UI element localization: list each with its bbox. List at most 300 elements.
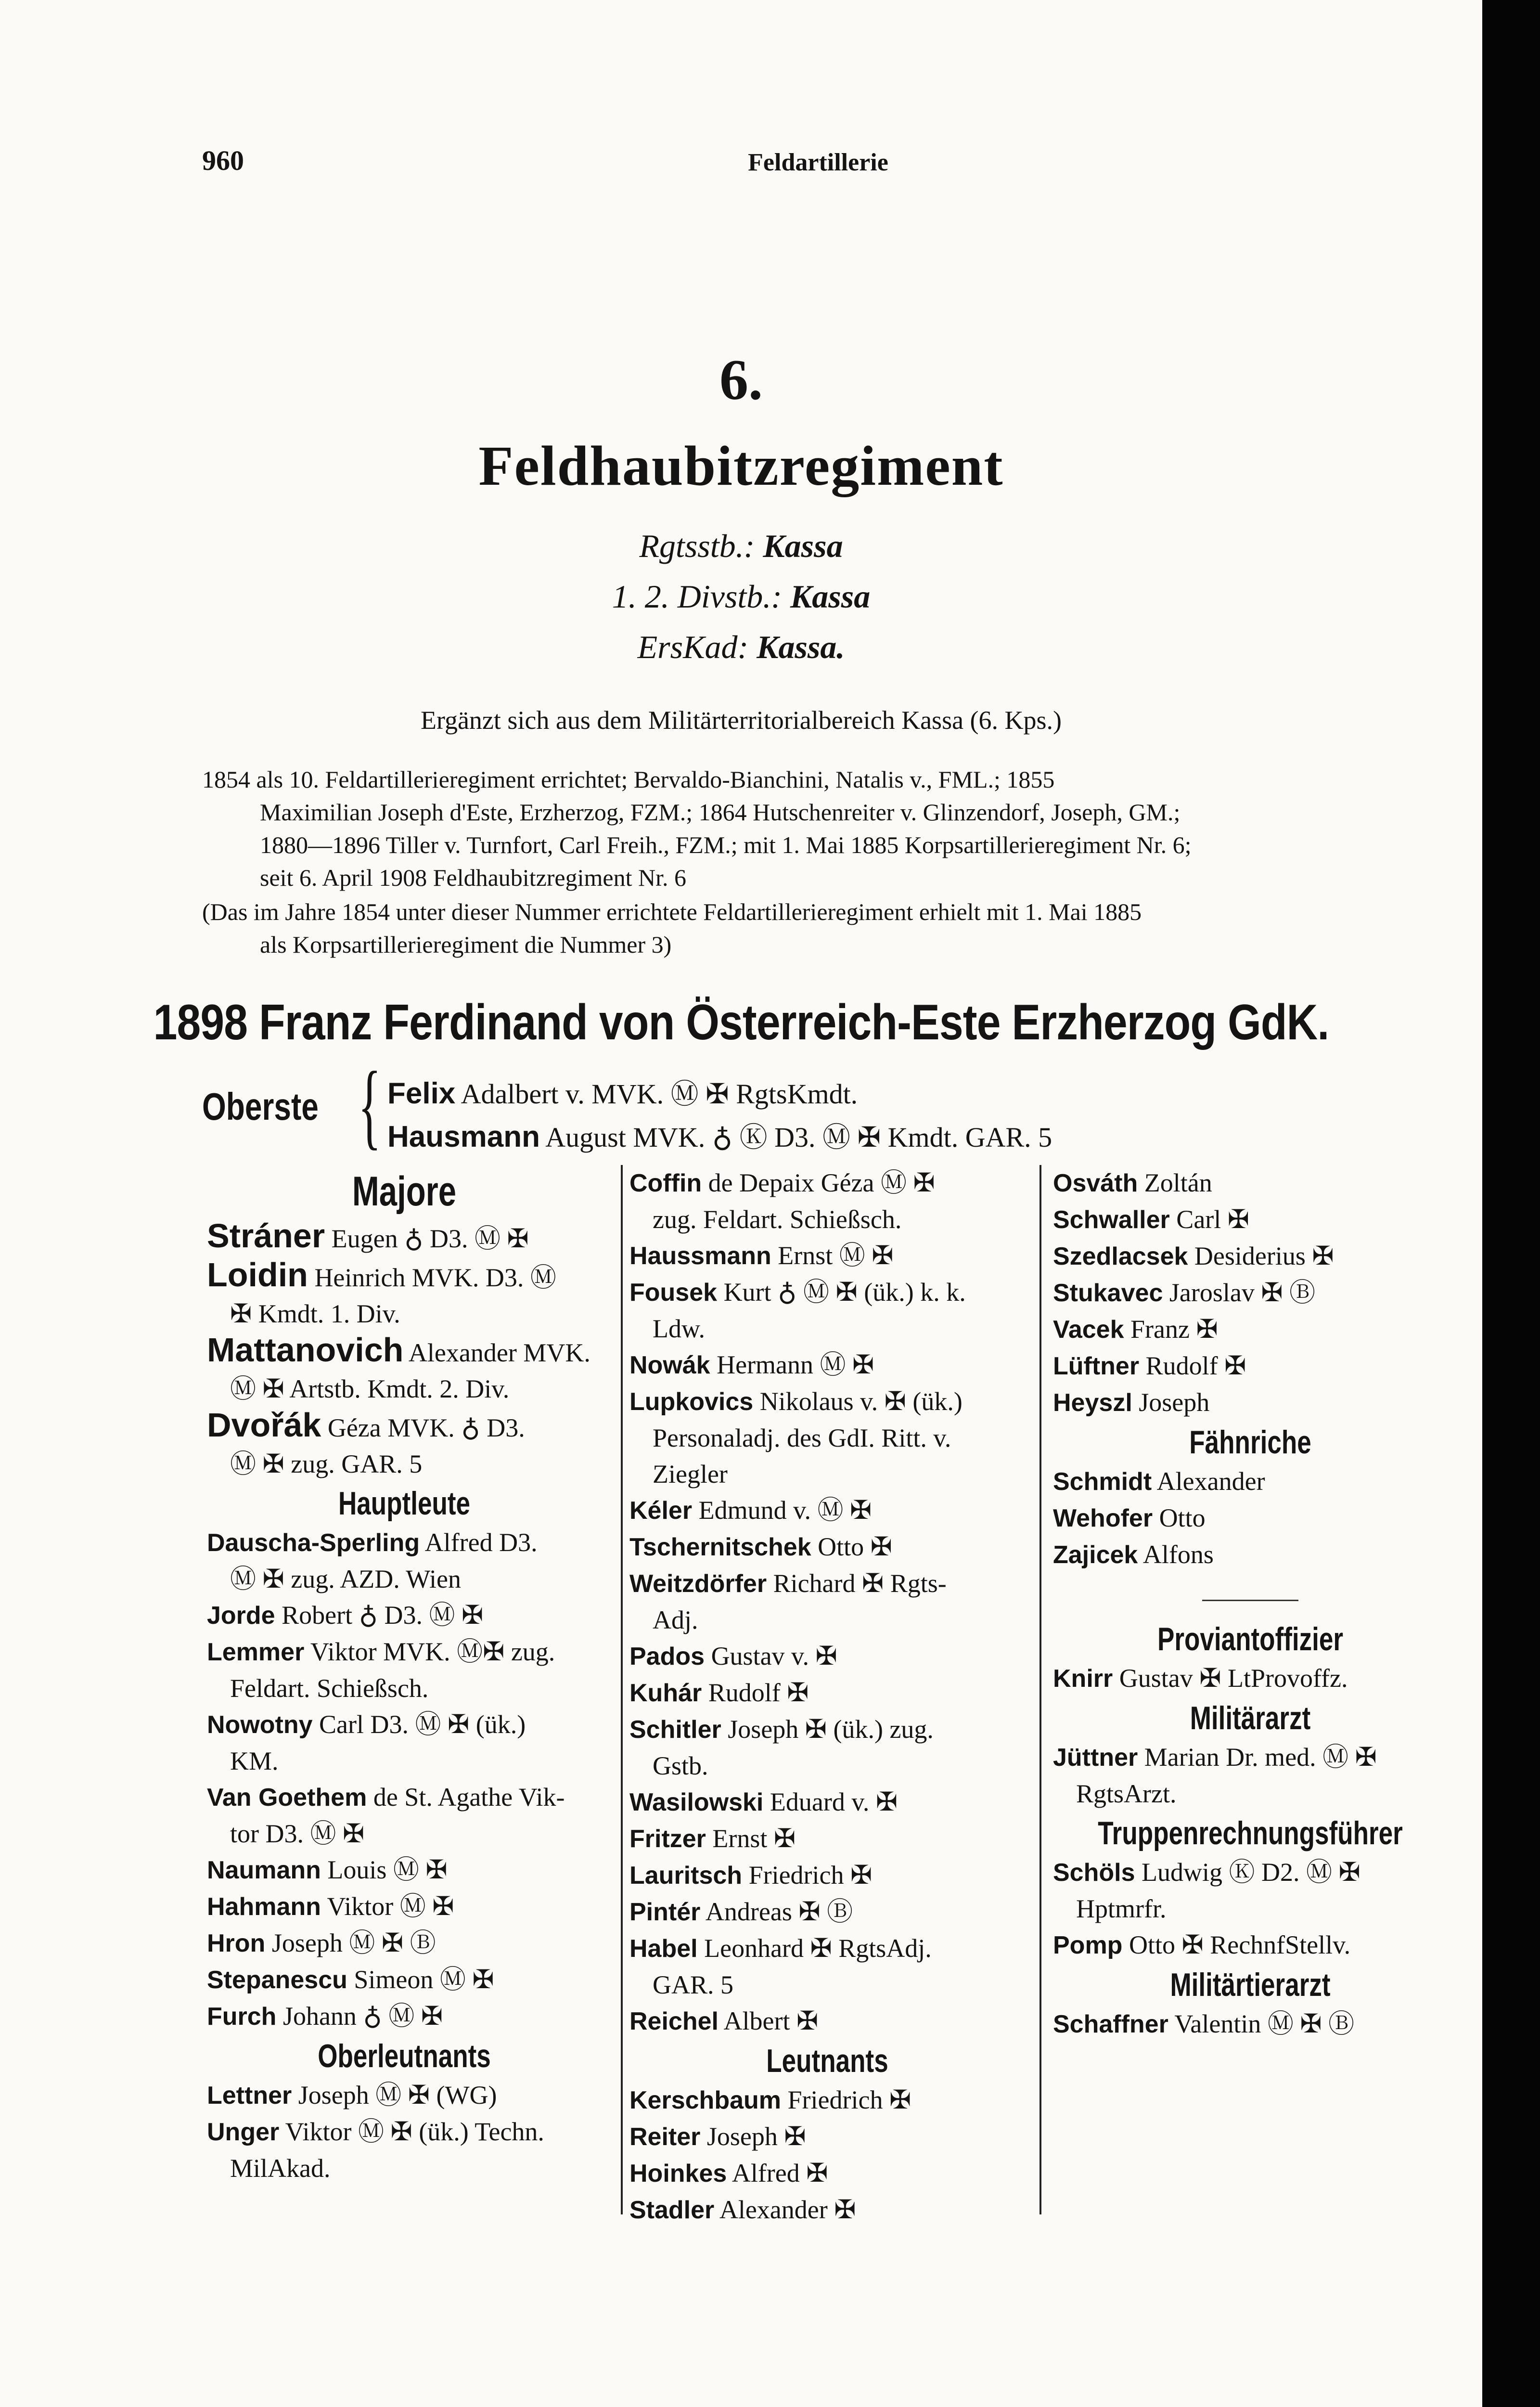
entry-line bbox=[629, 1857, 1025, 1894]
roster-entry bbox=[207, 1852, 602, 1889]
person-surname: Lemmer bbox=[207, 1638, 305, 1666]
entry-details: Alfons bbox=[1142, 1540, 1214, 1569]
entry-line bbox=[207, 1332, 602, 1371]
person-surname: Fritzer bbox=[629, 1825, 706, 1853]
entry-details: Personaladj. des GdI. Ritt. v. bbox=[653, 1423, 951, 1452]
entry-details: Otto bbox=[1159, 1503, 1206, 1532]
entry-details: Viktor Ⓜ ✠ (ük.) Techn. bbox=[285, 2117, 544, 2146]
entry-details: Ⓜ ✠ zug. AZD. Wien bbox=[230, 1565, 462, 1593]
entry-line bbox=[629, 1894, 1025, 1930]
entry-details: Gustav v. ✠ bbox=[711, 1642, 837, 1670]
entry-line bbox=[207, 1998, 602, 2035]
oberst-row bbox=[387, 1114, 1052, 1155]
entry-continuation bbox=[629, 1748, 1025, 1784]
entry-details: Ⓜ ✠ zug. GAR. 5 bbox=[230, 1449, 423, 1478]
history-line: 1880—1896 Tiller v. Turnfort, Carl Freih., FZM.; mit 1. Mai 1885 Korpsartillerieregiment Nr. 6; bbox=[260, 831, 1192, 858]
entry-continuation bbox=[629, 1967, 1025, 2003]
roster-entry bbox=[629, 1529, 1025, 1566]
person-surname: Unger bbox=[207, 2118, 280, 2146]
entry-details: Hermann Ⓜ ✠ bbox=[717, 1350, 874, 1379]
roster-entry bbox=[629, 2082, 1025, 2119]
roster-entry bbox=[1053, 1275, 1448, 1311]
running-head: Feldartillerie bbox=[748, 149, 888, 176]
entry-line bbox=[1053, 1202, 1448, 1238]
entry-continuation bbox=[207, 1446, 602, 1482]
oberste-block bbox=[202, 1052, 1453, 1163]
entry-details: zug. Feldart. Schießsch. bbox=[653, 1205, 902, 1234]
section-heading-majore: Majore bbox=[352, 1168, 457, 1215]
person-surname: Hahmann bbox=[207, 1893, 321, 1921]
person-surname: Jorde bbox=[207, 1602, 275, 1630]
entry-details: Eduard v. ✠ bbox=[770, 1787, 898, 1816]
station-place: Kassa bbox=[763, 528, 843, 564]
person-surname: Haussmann bbox=[629, 1242, 771, 1270]
person-surname: Wasilowski bbox=[629, 1788, 764, 1816]
person-surname: Reiter bbox=[629, 2123, 701, 2151]
roster-entry bbox=[629, 1384, 1025, 1492]
entry-line bbox=[629, 2192, 1025, 2228]
note-paragraph bbox=[202, 895, 1444, 961]
roster-entry bbox=[1053, 1927, 1448, 1964]
note-line: als Korpsartillerieregiment die Nummer 3) bbox=[260, 931, 672, 958]
section-heading-leutnants: Leutnants bbox=[766, 2043, 888, 2079]
entry-details: RgtsArzt. bbox=[1076, 1779, 1177, 1808]
station-label: ErsKad: bbox=[637, 629, 749, 665]
person-surname: Heyszl bbox=[1053, 1389, 1132, 1417]
entry-continuation bbox=[629, 1420, 1025, 1456]
person-surname: Stráner bbox=[207, 1217, 325, 1255]
entry-details: Zoltán bbox=[1144, 1168, 1212, 1197]
entry-line bbox=[207, 1852, 602, 1889]
entry-line bbox=[207, 1779, 602, 1816]
entry-line bbox=[207, 2077, 602, 2114]
entry-details: Carl ✠ bbox=[1176, 1205, 1250, 1234]
entry-line bbox=[1053, 1500, 1448, 1537]
roster-entry bbox=[1053, 1463, 1448, 1500]
entry-line bbox=[1053, 1165, 1448, 1202]
entry-details: Eugen ♁ D3. Ⓜ ✠ bbox=[331, 1224, 529, 1253]
entry-line bbox=[1053, 1463, 1448, 1500]
person-surname: Naumann bbox=[207, 1856, 321, 1884]
person-surname: Pintér bbox=[629, 1898, 701, 1926]
person-surname: Nowák bbox=[629, 1351, 710, 1379]
entry-line bbox=[1053, 1927, 1448, 1964]
roster-entry bbox=[629, 1675, 1025, 1711]
entry-details: Edmund v. Ⓜ ✠ bbox=[698, 1496, 872, 1525]
entry-continuation bbox=[629, 1202, 1025, 1238]
roster-entry bbox=[207, 1925, 602, 1962]
inhaber-heading: 1898 Franz Ferdinand von Österreich-Este Erzherzog GdK. bbox=[153, 995, 1329, 1050]
station-place: Kassa. bbox=[757, 629, 845, 665]
section-heading-oberleutnants: Oberleutnants bbox=[318, 2038, 491, 2074]
roster-entry bbox=[1053, 1202, 1448, 1238]
person-surname: Hron bbox=[207, 1929, 266, 1957]
entry-line bbox=[1053, 1537, 1448, 1573]
person-surname: Mattanovich bbox=[207, 1331, 404, 1369]
entry-details: Marian Dr. med. Ⓜ ✠ bbox=[1144, 1743, 1377, 1772]
entry-details: Alfred D3. bbox=[424, 1528, 538, 1557]
entry-line bbox=[207, 1962, 602, 1998]
entry-line bbox=[207, 1889, 602, 1925]
roster-column-3 bbox=[1053, 1165, 1448, 2219]
roster-entry bbox=[207, 1332, 602, 1407]
person-surname: Schaffner bbox=[1053, 2010, 1168, 2038]
roster-entry bbox=[629, 2119, 1025, 2155]
oberst-name: Hausmann bbox=[387, 1120, 540, 1153]
person-surname: Hoinkes bbox=[629, 2160, 727, 2187]
person-surname: Schwaller bbox=[1053, 1206, 1170, 1234]
roster-entry bbox=[1053, 2006, 1448, 2043]
roster-entry bbox=[207, 2077, 602, 2114]
station-row bbox=[0, 578, 1482, 616]
roster-entry bbox=[207, 1998, 602, 2035]
entry-line bbox=[207, 1707, 602, 1743]
entry-details: Ludwig Ⓚ D2. Ⓜ ✠ bbox=[1142, 1858, 1360, 1887]
roster-entry bbox=[629, 1566, 1025, 1638]
person-surname: Knirr bbox=[1053, 1665, 1113, 1693]
entry-details: Leonhard ✠ RgtsAdj. bbox=[704, 1934, 932, 1963]
oberste-label: Oberste bbox=[202, 1085, 319, 1128]
entry-details: Géza MVK. ♁ D3. bbox=[327, 1413, 525, 1442]
entries bbox=[1053, 1660, 1448, 1697]
entry-details: Jaroslav ✠ Ⓑ bbox=[1169, 1278, 1316, 1307]
roster-entry bbox=[1053, 1348, 1448, 1385]
entry-details: de Depaix Géza Ⓜ ✠ bbox=[708, 1168, 935, 1197]
entry-line bbox=[629, 2003, 1025, 2040]
roster-entry bbox=[1053, 1500, 1448, 1537]
person-surname: Pomp bbox=[1053, 1931, 1123, 1959]
entry-details: Gstb. bbox=[653, 1751, 708, 1780]
entries bbox=[1053, 1739, 1448, 1812]
entry-line bbox=[629, 1638, 1025, 1675]
entry-details: Joseph ✠ (ük.) zug. bbox=[728, 1715, 934, 1744]
section-heading-hauptleute: Hauptleute bbox=[338, 1485, 471, 1522]
oberst-name: Felix bbox=[387, 1077, 456, 1110]
person-surname: Fousek bbox=[629, 1279, 718, 1307]
person-surname: Schmidt bbox=[1053, 1468, 1152, 1496]
entry-line bbox=[207, 1925, 602, 1962]
entry-line bbox=[629, 1492, 1025, 1529]
entry-continuation bbox=[629, 1456, 1025, 1492]
entry-line bbox=[1053, 1739, 1448, 1776]
entry-line bbox=[1053, 1238, 1448, 1275]
roster-entry bbox=[1053, 1537, 1448, 1573]
entry-line bbox=[629, 1274, 1025, 1311]
regiment-title: Feldhaubitzregiment bbox=[478, 434, 1004, 497]
person-surname: Loidin bbox=[207, 1256, 308, 1294]
entry-line bbox=[629, 1930, 1025, 1967]
entry-line bbox=[629, 1566, 1025, 1602]
roster-entry bbox=[629, 1821, 1025, 1857]
entries bbox=[207, 1218, 602, 1482]
roster-entry bbox=[207, 1962, 602, 1998]
entry-details: KM. bbox=[230, 1747, 279, 1775]
entry-continuation bbox=[207, 1296, 602, 1332]
roster-entry bbox=[207, 1779, 602, 1852]
entries bbox=[629, 2082, 1025, 2228]
roster-entry bbox=[629, 1274, 1025, 1347]
entry-line bbox=[629, 1675, 1025, 1711]
person-surname: Weitzdörfer bbox=[629, 1570, 767, 1598]
station-row bbox=[0, 527, 1482, 565]
section-heading-militaerarzt: Militärarzt bbox=[1190, 1700, 1311, 1736]
roster-entry bbox=[629, 2003, 1025, 2040]
roster-entry bbox=[207, 1257, 602, 1332]
brace-symbol: { bbox=[358, 1052, 381, 1159]
roster-entry bbox=[207, 1525, 602, 1597]
person-surname: Osváth bbox=[1053, 1169, 1138, 1197]
entry-line bbox=[629, 2155, 1025, 2192]
person-surname: Habel bbox=[629, 1935, 698, 1963]
person-surname: Coffin bbox=[629, 1169, 702, 1197]
entry-details: Richard ✠ Rgts- bbox=[773, 1569, 947, 1598]
entry-line bbox=[629, 1347, 1025, 1384]
roster-entry bbox=[207, 1597, 602, 1634]
roster-entry bbox=[1053, 1739, 1448, 1812]
entries bbox=[1053, 1854, 1448, 1964]
entry-continuation bbox=[207, 1670, 602, 1707]
entry-details: Carl D3. Ⓜ ✠ (ük.) bbox=[319, 1710, 526, 1739]
entry-details: Otto ✠ bbox=[818, 1532, 892, 1561]
entry-continuation bbox=[1053, 1891, 1448, 1927]
roster-entry bbox=[1053, 1311, 1448, 1348]
entry-details: Otto ✠ RechnfStellv. bbox=[1129, 1930, 1351, 1959]
ergaenzung-line: Ergänzt sich aus dem Militärterritorialbereich Kassa (6. Kps.) bbox=[420, 706, 1062, 735]
entry-line bbox=[207, 1525, 602, 1561]
entry-details: Ⓜ ✠ Artstb. Kmdt. 2. Div. bbox=[230, 1374, 510, 1403]
entry-details: tor D3. Ⓜ ✠ bbox=[230, 1819, 365, 1848]
entry-details: Alexander ✠ bbox=[719, 2195, 856, 2224]
entry-details: Robert ♁ D3. Ⓜ ✠ bbox=[282, 1601, 484, 1630]
entry-details: Simeon Ⓜ ✠ bbox=[354, 1965, 494, 1994]
entry-continuation bbox=[629, 1311, 1025, 1347]
roster-entry bbox=[629, 1238, 1025, 1274]
history-line: seit 6. April 1908 Feldhaubitzregiment Nr. 6 bbox=[260, 864, 686, 891]
person-surname: Pados bbox=[629, 1643, 705, 1670]
entry-line bbox=[207, 1597, 602, 1634]
entry-line bbox=[1053, 1854, 1448, 1891]
roster-entry bbox=[207, 1407, 602, 1482]
roster-column-1 bbox=[207, 1165, 602, 2219]
entry-details: Joseph bbox=[1139, 1388, 1210, 1417]
person-surname: Zajicek bbox=[1053, 1541, 1138, 1569]
entry-details: Joseph ✠ bbox=[706, 2122, 806, 2151]
entry-details: Alexander bbox=[1156, 1467, 1265, 1496]
page-number: 960 bbox=[202, 145, 244, 176]
roster-entry bbox=[629, 1638, 1025, 1675]
person-surname: Lettner bbox=[207, 2082, 292, 2109]
roster-entry bbox=[629, 1347, 1025, 1384]
entry-line bbox=[207, 1634, 602, 1670]
entries bbox=[1053, 2006, 1448, 2043]
person-surname: Lüftner bbox=[1053, 1352, 1140, 1380]
person-surname: Stepanescu bbox=[207, 1966, 347, 1994]
person-surname: Kerschbaum bbox=[629, 2086, 781, 2114]
person-surname: Vacek bbox=[1053, 1316, 1124, 1344]
person-surname: Schitler bbox=[629, 1716, 721, 1744]
entry-details: de St. Agathe Vik- bbox=[373, 1783, 565, 1812]
roster-entry bbox=[629, 1930, 1025, 2003]
roster-entry bbox=[207, 1634, 602, 1707]
column-divider bbox=[1040, 1165, 1041, 2214]
entry-continuation bbox=[207, 1561, 602, 1597]
person-surname: Jüttner bbox=[1053, 1744, 1138, 1772]
entry-details: Adj. bbox=[653, 1605, 698, 1634]
person-surname: Szedlacsek bbox=[1053, 1242, 1188, 1270]
person-surname: Stadler bbox=[629, 2196, 715, 2224]
person-surname: Wehofer bbox=[1053, 1504, 1153, 1532]
entry-line bbox=[1053, 2006, 1448, 2043]
note-line: (Das im Jahre 1854 unter dieser Nummer errichtete Feldartillerieregiment erhielt mit 1. Mai 1885 bbox=[202, 898, 1142, 925]
entries bbox=[1053, 1463, 1448, 1573]
entry-details: GAR. 5 bbox=[653, 1970, 734, 1999]
station-row bbox=[0, 628, 1482, 666]
entry-line bbox=[207, 1218, 602, 1257]
entry-continuation bbox=[207, 1371, 602, 1407]
entry-details: Viktor MVK. Ⓜ✠ zug. bbox=[310, 1637, 555, 1666]
entries bbox=[207, 1525, 602, 2035]
person-surname: Stukavec bbox=[1053, 1279, 1163, 1307]
entry-details: Valentin Ⓜ ✠ Ⓑ bbox=[1174, 2009, 1355, 2038]
entry-details: Ziegler bbox=[653, 1460, 728, 1488]
entry-continuation bbox=[207, 1816, 602, 1852]
roster-entry bbox=[629, 1711, 1025, 1784]
entry-details: Andreas ✠ Ⓑ bbox=[705, 1897, 853, 1926]
section-heading-militaertierarzt: Militärtierarzt bbox=[1170, 1967, 1331, 2003]
roster-entry bbox=[1053, 1165, 1448, 1202]
entry-details: Joseph Ⓜ ✠ (WG) bbox=[298, 2081, 497, 2109]
entry-details: Ernst Ⓜ ✠ bbox=[778, 1241, 894, 1270]
entry-details: Feldart. Schießsch. bbox=[230, 1674, 429, 1703]
history-paragraph bbox=[202, 763, 1444, 894]
column-divider bbox=[621, 1165, 623, 2214]
entries bbox=[629, 1165, 1025, 2040]
entry-line bbox=[629, 2082, 1025, 2119]
entry-details: ✠ Kmdt. 1. Div. bbox=[230, 1299, 400, 1328]
entry-line bbox=[629, 1165, 1025, 1202]
entry-continuation bbox=[1053, 1776, 1448, 1812]
entry-details: Ldw. bbox=[653, 1314, 705, 1343]
entry-details: Franz ✠ bbox=[1130, 1315, 1218, 1344]
oberst-details: Adalbert v. MVK. Ⓜ ✠ RgtsKmdt. bbox=[461, 1078, 858, 1110]
roster-entry bbox=[629, 1894, 1025, 1930]
entry-details: Louis Ⓜ ✠ bbox=[327, 1855, 448, 1884]
roster-entry bbox=[207, 1889, 602, 1925]
section-rule bbox=[1202, 1600, 1298, 1601]
roster-entry bbox=[629, 1784, 1025, 1821]
entry-details: Friedrich ✠ bbox=[787, 2085, 911, 2114]
entry-line bbox=[1053, 1311, 1448, 1348]
entries bbox=[207, 2077, 602, 2187]
person-surname: Dvořák bbox=[207, 1406, 321, 1444]
scan-edge bbox=[1482, 0, 1540, 2407]
entry-line bbox=[1053, 1385, 1448, 1421]
entry-line bbox=[207, 2114, 602, 2150]
page-header bbox=[202, 144, 1434, 183]
person-surname: Kuhár bbox=[629, 1679, 702, 1707]
oberst-details: August MVK. ♁ Ⓚ D3. Ⓜ ✠ Kmdt. GAR. 5 bbox=[545, 1122, 1052, 1153]
entry-details: Heinrich MVK. D3. Ⓜ bbox=[314, 1263, 556, 1292]
person-surname: Nowotny bbox=[207, 1711, 313, 1739]
person-surname: Schöls bbox=[1053, 1859, 1135, 1887]
entry-continuation bbox=[207, 1743, 602, 1779]
entry-line bbox=[629, 1821, 1025, 1857]
history-line: 1854 als 10. Feldartillerieregiment errichtet; Bervaldo-Bianchini, Natalis v., FML.; 1855 bbox=[202, 766, 1055, 793]
roster-entry bbox=[207, 2114, 602, 2187]
roster-entry bbox=[207, 1218, 602, 1257]
entry-details: Alfred ✠ bbox=[732, 2159, 828, 2187]
person-surname: Van Goethem bbox=[207, 1784, 367, 1812]
entry-line bbox=[629, 1238, 1025, 1274]
entry-line bbox=[629, 1384, 1025, 1420]
person-surname: Lauritsch bbox=[629, 1862, 743, 1889]
roster-entry bbox=[629, 1857, 1025, 1894]
entry-line bbox=[1053, 1660, 1448, 1697]
roster-entry bbox=[629, 2155, 1025, 2192]
person-surname: Furch bbox=[207, 2003, 277, 2031]
roster-entry bbox=[1053, 1660, 1448, 1697]
entry-line bbox=[629, 1784, 1025, 1821]
entry-details: Ernst ✠ bbox=[712, 1824, 796, 1853]
entry-line bbox=[629, 1711, 1025, 1748]
entry-details: Joseph Ⓜ ✠ Ⓑ bbox=[271, 1928, 436, 1957]
roster-entry bbox=[629, 2192, 1025, 2228]
entry-line bbox=[629, 1529, 1025, 1566]
section-heading-proviantoffizier: Proviantoffizier bbox=[1157, 1621, 1344, 1657]
roster-entry bbox=[1053, 1385, 1448, 1421]
entry-details: Johann ♁ Ⓜ ✠ bbox=[282, 2002, 443, 2031]
regiment-number: 6. bbox=[719, 348, 763, 412]
entry-continuation bbox=[207, 2150, 602, 2187]
station-label: 1. 2. Divstb.: bbox=[612, 578, 782, 615]
entries bbox=[1053, 1165, 1448, 1421]
roster-entry bbox=[629, 1165, 1025, 1238]
entry-details: Desiderius ✠ bbox=[1194, 1242, 1334, 1270]
entry-details: MilAkad. bbox=[230, 2154, 331, 2183]
history-line: Maximilian Joseph d'Este, Erzherzog, FZM.; 1864 Hutschenreiter v. Glinzendorf, Joseph, GM.; bbox=[260, 799, 1181, 826]
entry-line bbox=[1053, 1275, 1448, 1311]
entry-details: Friedrich ✠ bbox=[748, 1861, 873, 1889]
entry-line bbox=[207, 1257, 602, 1296]
entry-continuation bbox=[629, 1602, 1025, 1638]
oberst-row bbox=[387, 1071, 858, 1112]
entry-details: Rudolf ✠ bbox=[1145, 1351, 1246, 1380]
person-surname: Dauscha-Sperling bbox=[207, 1529, 420, 1557]
entry-details: Kurt ♁ Ⓜ ✠ (ük.) k. k. bbox=[723, 1278, 966, 1307]
station-place: Kassa bbox=[790, 578, 871, 615]
entry-details: Alexander MVK. bbox=[408, 1338, 590, 1367]
section-heading-faehnriche: Fähnriche bbox=[1189, 1424, 1311, 1461]
person-surname: Tschernitschek bbox=[629, 1533, 811, 1561]
roster-entry bbox=[1053, 1238, 1448, 1275]
roster-entry bbox=[1053, 1854, 1448, 1927]
entry-details: Albert ✠ bbox=[723, 2006, 819, 2035]
person-surname: Lupkovics bbox=[629, 1388, 754, 1416]
person-surname: Reichel bbox=[629, 2007, 719, 2035]
entry-line bbox=[629, 2119, 1025, 2155]
roster-entry bbox=[629, 1492, 1025, 1529]
entry-details: Gustav ✠ LtProvoffz. bbox=[1119, 1664, 1348, 1693]
roster-entry bbox=[207, 1707, 602, 1779]
entry-details: Rudolf ✠ bbox=[708, 1678, 809, 1707]
entry-details: Nikolaus v. ✠ (ük.) bbox=[759, 1387, 962, 1416]
entry-line bbox=[207, 1407, 602, 1446]
person-surname: Kéler bbox=[629, 1497, 693, 1525]
station-label: Rgtsstb.: bbox=[639, 528, 755, 564]
entry-line bbox=[1053, 1348, 1448, 1385]
section-heading-truppenrechnungsfuehrer: Truppenrechnungsführer bbox=[1098, 1815, 1403, 1851]
roster-column-2 bbox=[629, 1165, 1025, 2224]
